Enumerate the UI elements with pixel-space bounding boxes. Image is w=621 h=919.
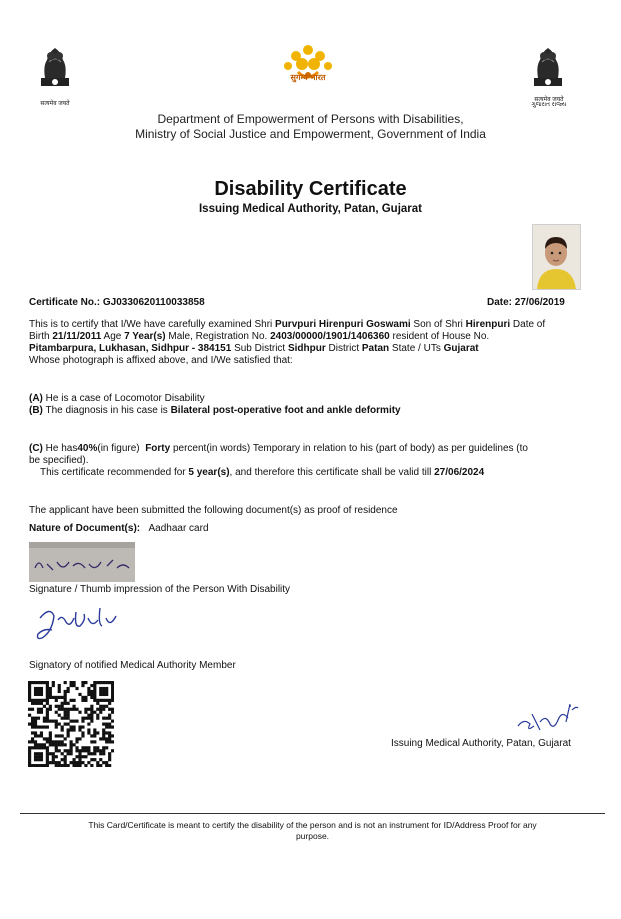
member-signature-image [30, 598, 125, 648]
address: Pitambarpura, Lukhasan, Sidhpur - 384151 [29, 343, 232, 354]
certificate-number-label: Certificate No.: [29, 297, 101, 308]
diagnosis: Bilateral post-operative foot and ankle deformity [170, 405, 401, 416]
department-line: Department of Empowerment of Persons with Disabilities, [157, 112, 464, 126]
qr-code-icon [28, 681, 114, 767]
left-national-emblem-icon [35, 42, 75, 102]
certificate-number: GJ0330620110033858 [102, 297, 205, 308]
applicant-name: Purvpuri Hirenpuri Goswami [275, 319, 411, 330]
document-title: Disability Certificate [214, 178, 407, 200]
disability-percent: 40% [77, 443, 98, 454]
district: Patan [361, 343, 390, 354]
disability-percent-words: Forty [145, 443, 171, 454]
certify-line-2: Birth 21/11/2011 Age 7 Year(s) Male, Registration No. 2403/00000/1901/1406360 resident of House No. [29, 331, 490, 342]
validity-row: This certificate recommended for 5 year(s), and therefore this certificate shall be valid till 27/06/2024 [40, 467, 485, 478]
disability-type: Locomotor Disability [114, 393, 205, 404]
certificate-date-row [487, 297, 565, 309]
state: Gujarat [443, 343, 479, 354]
authority-signature-image [510, 696, 580, 736]
case-b-row: (B) The diagnosis in his case is Bilateral post-operative foot and ankle deformity [29, 405, 401, 416]
validity-years: 5 year(s) [188, 467, 230, 478]
left-emblem-caption: सत्यमेव जयते [40, 101, 70, 107]
footer-line-1: This Card/Certificate is meant to certify the disability of the person and is not an instrument for ID/Address Proof for any [88, 820, 537, 830]
right-emblem-caption: सत्यमेव जयते [534, 97, 564, 103]
applicant-signature-image [29, 542, 135, 582]
footer-note [20, 820, 605, 842]
accessible-india-logo-icon [276, 42, 340, 96]
footer-divider [20, 813, 605, 814]
registration-number: 2403/00000/1901/1406360 [270, 331, 390, 342]
right-emblem-subcaption: ગુજરાત રાજ્ય [531, 102, 567, 108]
footer-line-2: purpose. [295, 831, 330, 841]
certify-line-3: Pitambarpura, Lukhasan, Sidhpur - 384151 Sub District Sidhpur District Patan State / UTs Gujarat [29, 343, 479, 354]
certificate-date: 27/06/2019 [514, 297, 565, 308]
residence-intro: The applicant have been submitted the following document(s) as proof of residence [29, 505, 398, 516]
nature-of-document-row: Nature of Document(s): Aadhaar card [29, 523, 209, 534]
issuing-authority-subtitle: Issuing Medical Authority, Patan, Gujarat [198, 203, 422, 215]
certify-line-1: This is to certify that I/We have carefully examined Shri Purvpuri Hirenpuri Goswami Son of Shri Hirenpuri Date of [29, 319, 546, 330]
certify-line-4: Whose photograph is affixed above, and I/We satisfied that: [29, 355, 293, 366]
date-of-birth: 21/11/2011 [52, 331, 102, 342]
father-name: Hirenpuri [465, 319, 511, 330]
applicant-signature-caption: Signature / Thumb impression of the Person With Disability [29, 584, 291, 595]
case-c-row: (C) He has40%(in figure) Forty percent(in words) Temporary in relation to his (part of body) as per guidelines (to [29, 443, 528, 454]
valid-till-date: 27/06/2024 [434, 467, 485, 478]
certificate-number-row [29, 297, 205, 309]
ministry-line: Ministry of Social Justice and Empowerment, Government of India [135, 127, 486, 141]
age: 7 Year(s) [124, 331, 166, 342]
authority-caption: Issuing Medical Authority, Patan, Gujarat [391, 738, 571, 749]
certificate-date-label: Date: [487, 297, 513, 308]
right-state-emblem-icon [528, 42, 568, 102]
nature-of-document: Aadhaar card [148, 523, 209, 534]
case-a-row: (A) He is a case of Locomotor Disability [29, 393, 205, 404]
accessible-india-logo-text: सुगम्य भारत [290, 73, 326, 82]
member-signature-caption: Signatory of notified Medical Authority Member [29, 660, 236, 671]
case-c-row-cont: be specified). [29, 455, 89, 466]
applicant-photo [532, 224, 581, 290]
sub-district: Sidhpur [287, 343, 326, 354]
